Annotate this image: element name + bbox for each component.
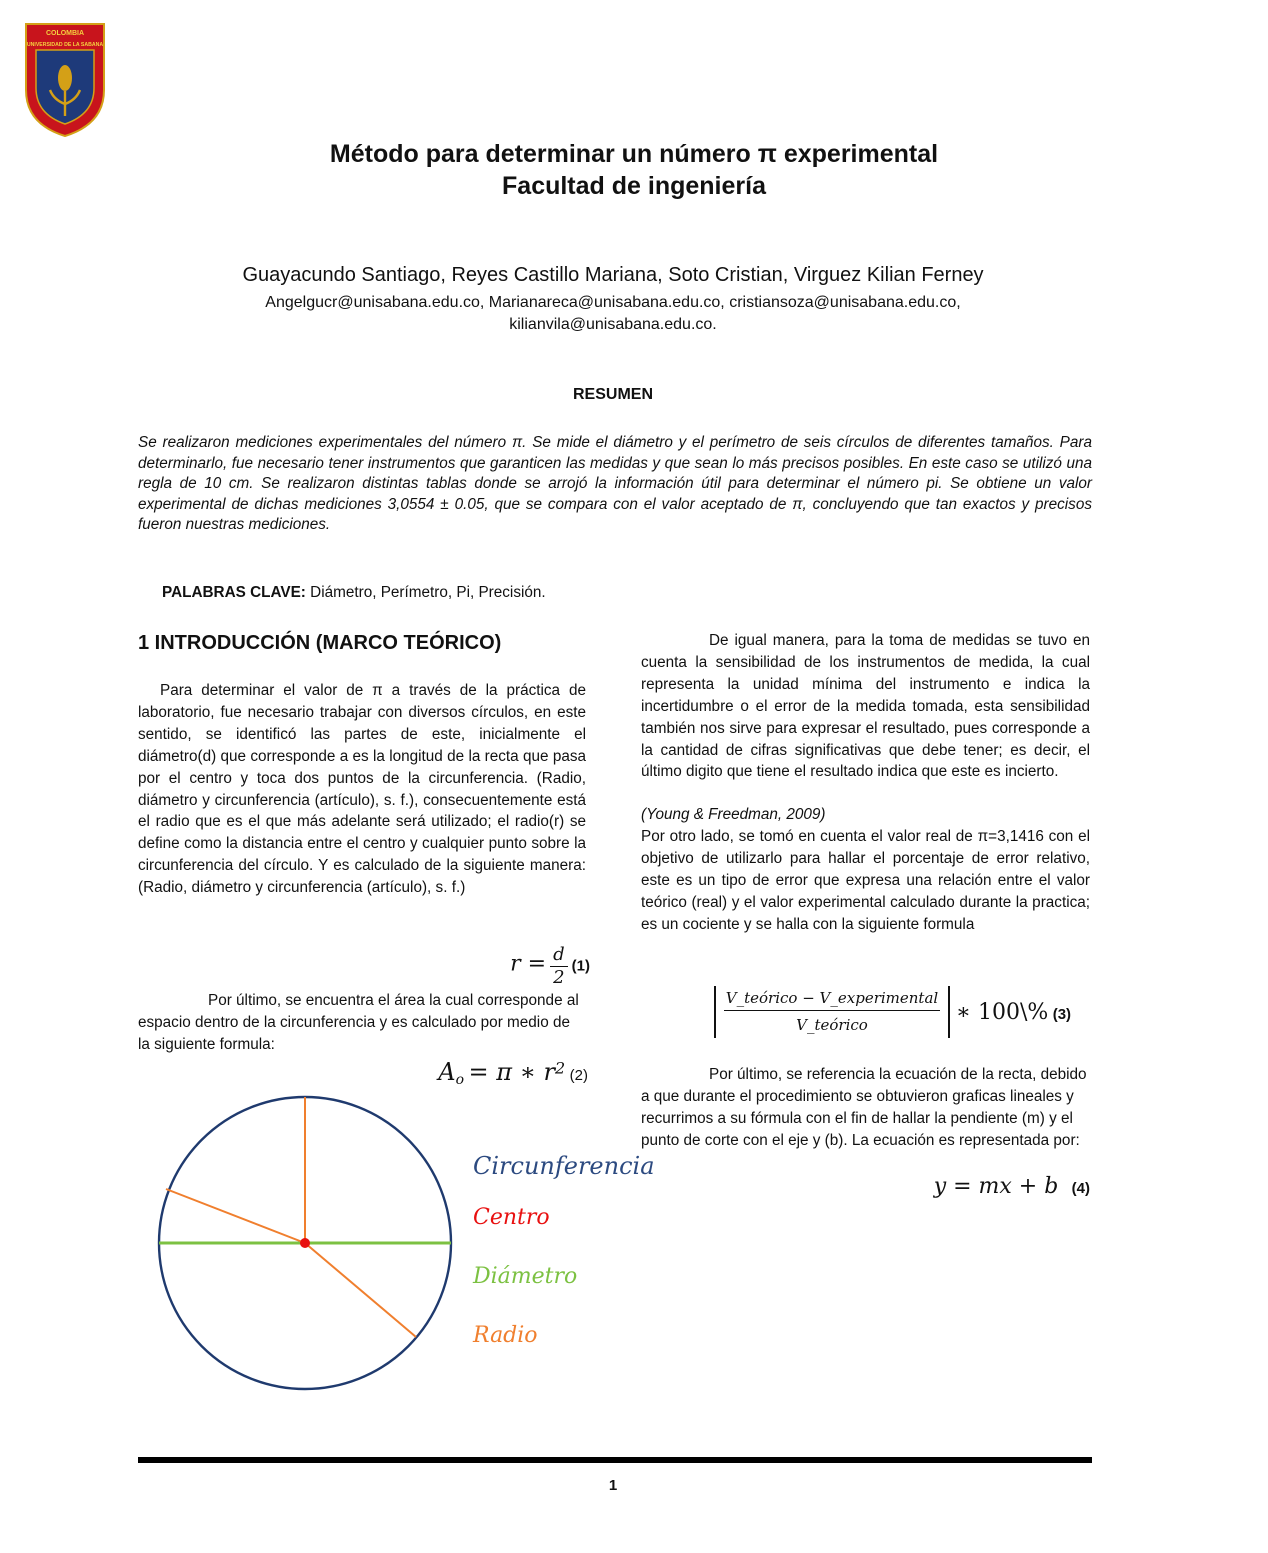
author-emails: [0, 292, 1226, 336]
legend-center: Centro: [473, 1205, 550, 1230]
keywords-value: Diámetro, Perímetro, Pi, Precisión.: [310, 584, 546, 601]
center-point: [300, 1238, 310, 1248]
legend-circumference: Circunferencia: [473, 1152, 655, 1180]
equation-1: r = $\frac{d}{2}$ (1): [510, 944, 590, 988]
equation-2: $A_o = \pi$ ∗ $r^2$ (2): [438, 1058, 588, 1089]
abstract-text: Se realizaron mediciones experimentales del número π. Se mide el diámetro y el perímetro de seis círculos de diferentes tamaños. Para determinarlo, fue necesario tener instrumentos que garanticen las medidas y que sean lo más precisos posibles. En este caso se utilizó una regla de 10 cm. Se realizaron distintas tablas donde se arrojó la información útil para determinar el número pi. Se obtiene un valor experimental de dichas mediciones 3,0554 ± 0.05, que se compara con el valor aceptado de π, concluyendo que tan exactos y precisos fueron nuestras mediciones.: [138, 434, 1092, 533]
emails-line-2: kilianvila@unisabana.edu.co.: [509, 316, 717, 333]
legend-diameter: Diámetro: [473, 1264, 578, 1289]
authors: Guayacundo Santiago, Reyes Castillo Mariana, Soto Cristian, Virguez Kilian Ferney: [242, 264, 984, 286]
abstract-heading: RESUMEN: [572, 386, 653, 403]
right-paragraph-3: Por último, se referencia la ecuación de la recta, debido a que durante el procedimiento se obtuvieron graficas lineales y recurrimos a su fórmula con el fin de hallar la pendiente (m) y el punto de corte con el eje y (b). La ecuación es representada por:: [641, 1066, 1087, 1149]
right-paragraph-1: De igual manera, para la toma de medidas se tuvo en cuenta la sensibilidad de los instrumentos de medida, la cual representa la unidad mínima del instrumento e indica la incertidumbre o el error de la medida tomada, esta sensibilidad también nos sirve para expresar el resultado, pues corresponde a la cantidad de cifras significativas que debe tener; es decir, el último digito que tiene el resultado indica que este es incierto.: [641, 632, 1090, 781]
equation-4: y = mx + b (4): [933, 1174, 1090, 1199]
title-line-2: Facultad de ingeniería: [502, 172, 766, 200]
logo-top-text: COLOMBIA: [45, 30, 85, 37]
radius-line-left: [166, 1189, 305, 1243]
keywords: [162, 584, 546, 602]
title-line-1: Método para determinar un número π experimental: [329, 140, 939, 168]
citation-young-freedman: (Young & Freedman, 2009): [641, 806, 826, 823]
intro-paragraph-1: Para determinar el valor de π a través de la práctica de laboratorio, fue necesario trabajar con diversos círculos, en este sentido, se identificó las partes de este, inicialmente el diámetro(d) que corresponde a es la longitud de la recta que pasa por el centro y toca dos puntos de la circunferencia. (Radio, diámetro y circunferencia (artículo), s. f.), consecuentemente está el radio que es el que más adelante será utilizado; el radio(r) se define como la distancia entre el centro y cualquier punto sobre la circunferencia del círculo. Y es calculado de la siguiente manera: (Radio, diámetro y circunferencia (artículo), s. f.): [138, 682, 586, 897]
legend-radius: Radio: [473, 1323, 538, 1348]
equation-3: V_teórico − V_experimental V_teórico ∗ 100\% (3): [714, 986, 1090, 1042]
emails-line-1: Angelgucr@unisabana.edu.co, Marianareca@unisabana.edu.co, cristiansoza@unisabana.edu.co,: [265, 294, 961, 311]
section-heading-introduction: 1 INTRODUCCIÓN (MARCO TEÓRICO): [138, 632, 502, 654]
circle-diagram: [150, 1095, 655, 1395]
radius-line-down: [305, 1243, 416, 1337]
page-number: 1: [608, 1477, 618, 1494]
keywords-label: PALABRAS CLAVE:: [162, 584, 306, 601]
paper-title: [0, 138, 1268, 202]
footer-rule: [138, 1457, 1092, 1463]
intro-paragraph-2: Por último, se encuentra el área la cual corresponde al espacio dentro de la circunferencia y es calculado por medio de la siguiente formula:: [138, 992, 579, 1053]
right-paragraph-2: Por otro lado, se tomó en cuenta el valor real de π=3,1416 con el objetivo de utilizarlo para hallar el porcentaje de error relativo, este es un tipo de error que expresa una relación entre el valor teórico (real) y el valor experimental calculado durante la practica; es un cociente y se halla con la siguiente formula: [641, 828, 1090, 933]
logo-arc-text: UNIVERSIDAD DE LA SABANA: [26, 42, 104, 48]
university-logo: [22, 20, 108, 138]
